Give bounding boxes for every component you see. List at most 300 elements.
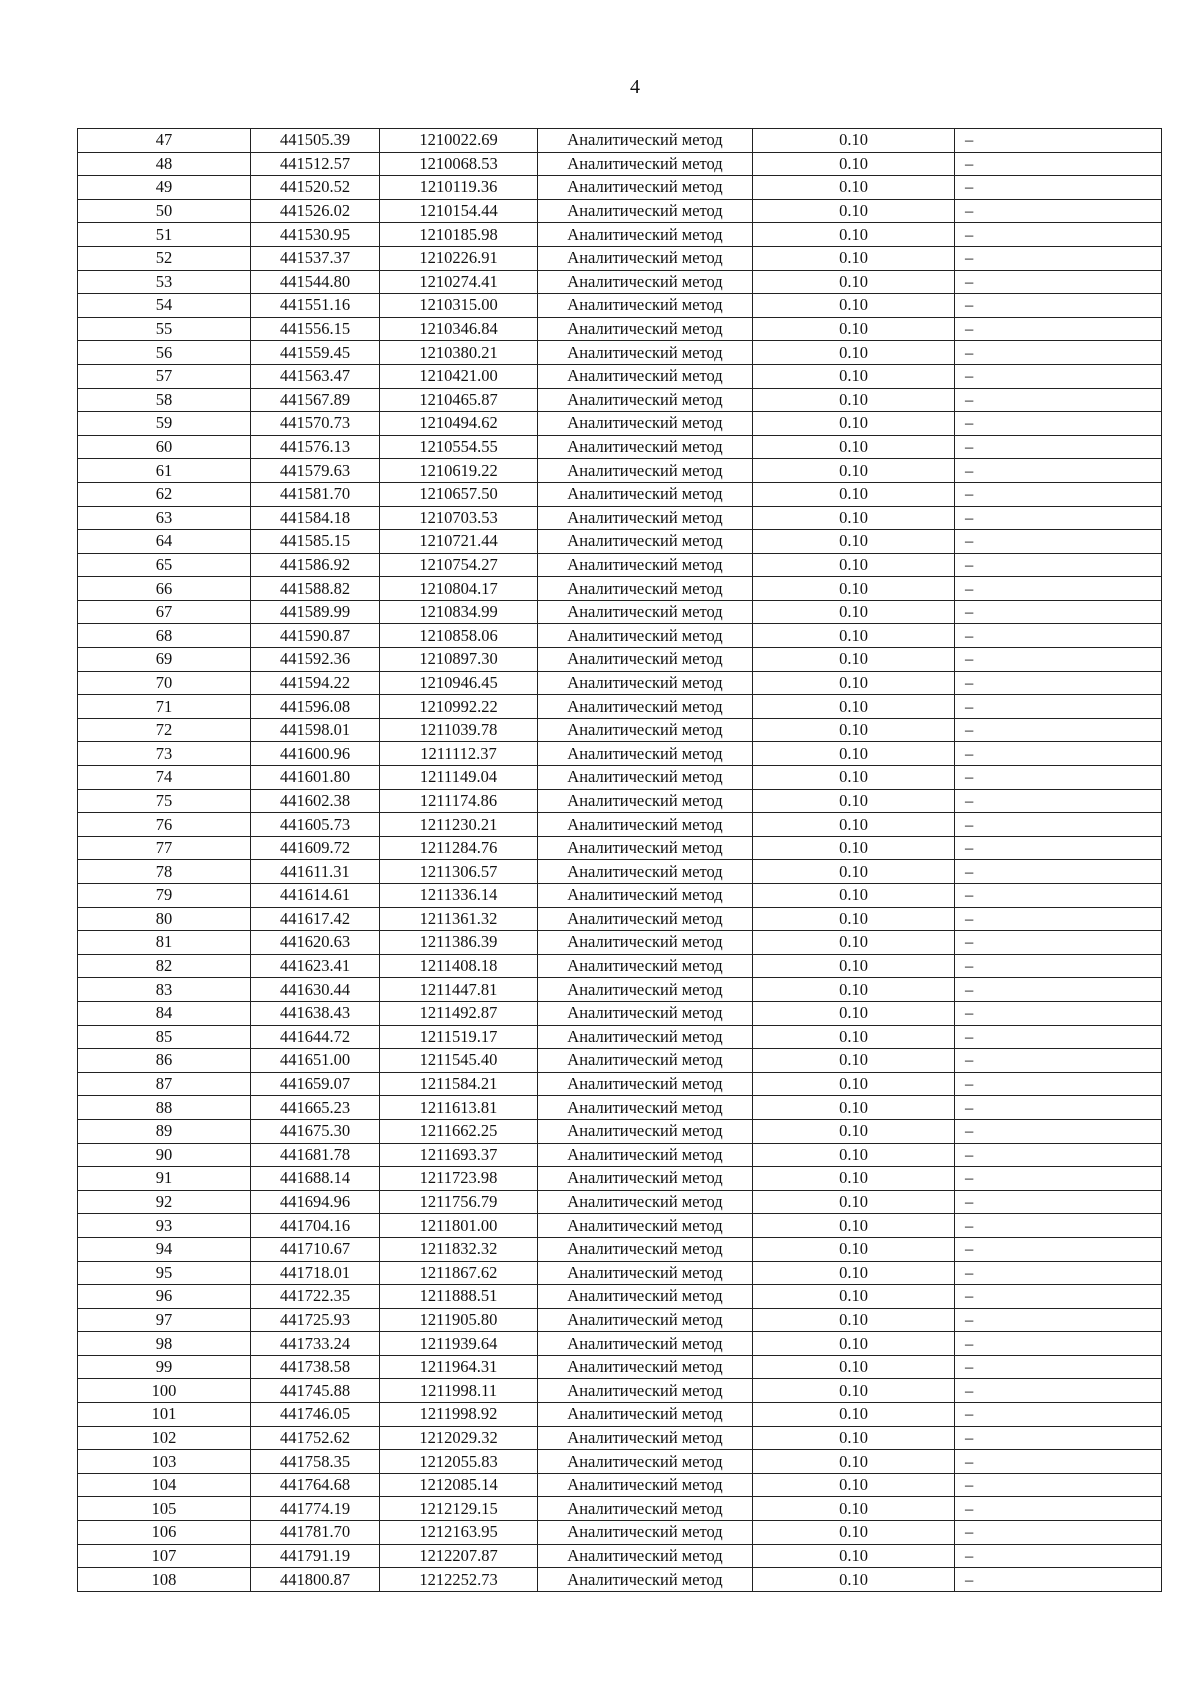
point-number-cell: 97 [78, 1308, 251, 1332]
error-cell: 0.10 [753, 624, 955, 648]
method-cell: Аналитический метод [538, 223, 753, 247]
x-coordinate-cell: 441609.72 [251, 836, 380, 860]
x-coordinate-cell: 441600.96 [251, 742, 380, 766]
method-cell: Аналитический метод [538, 836, 753, 860]
note-cell: – [955, 1049, 1162, 1073]
error-cell: 0.10 [753, 1261, 955, 1285]
table-row [78, 1261, 1162, 1285]
point-number-cell: 59 [78, 412, 251, 436]
error-cell: 0.10 [753, 1025, 955, 1049]
table-row [78, 1285, 1162, 1309]
method-cell: Аналитический метод [538, 766, 753, 790]
error-cell: 0.10 [753, 1049, 955, 1073]
x-coordinate-cell: 441752.62 [251, 1426, 380, 1450]
point-number-cell: 93 [78, 1214, 251, 1238]
x-coordinate-cell: 441563.47 [251, 364, 380, 388]
method-cell: Аналитический метод [538, 1119, 753, 1143]
y-coordinate-cell: 1212085.14 [380, 1473, 538, 1497]
note-cell: – [955, 695, 1162, 719]
note-cell: – [955, 1355, 1162, 1379]
y-coordinate-cell: 1211613.81 [380, 1096, 538, 1120]
table-row [78, 718, 1162, 742]
y-coordinate-cell: 1212029.32 [380, 1426, 538, 1450]
method-cell: Аналитический метод [538, 695, 753, 719]
error-cell: 0.10 [753, 931, 955, 955]
point-number-cell: 107 [78, 1544, 251, 1568]
note-cell: – [955, 199, 1162, 223]
note-cell: – [955, 1261, 1162, 1285]
note-cell: – [955, 482, 1162, 506]
y-coordinate-cell: 1211447.81 [380, 978, 538, 1002]
point-number-cell: 105 [78, 1497, 251, 1521]
note-cell: – [955, 223, 1162, 247]
table-row [78, 954, 1162, 978]
method-cell: Аналитический метод [538, 1190, 753, 1214]
y-coordinate-cell: 1211545.40 [380, 1049, 538, 1073]
method-cell: Аналитический метод [538, 884, 753, 908]
error-cell: 0.10 [753, 1568, 955, 1592]
method-cell: Аналитический метод [538, 364, 753, 388]
x-coordinate-cell: 441589.99 [251, 600, 380, 624]
error-cell: 0.10 [753, 553, 955, 577]
table-row [78, 1096, 1162, 1120]
table-row [78, 1001, 1162, 1025]
error-cell: 0.10 [753, 530, 955, 554]
note-cell: – [955, 766, 1162, 790]
table-row [78, 1426, 1162, 1450]
x-coordinate-cell: 441688.14 [251, 1167, 380, 1191]
error-cell: 0.10 [753, 435, 955, 459]
method-cell: Аналитический метод [538, 1285, 753, 1309]
x-coordinate-cell: 441505.39 [251, 129, 380, 153]
x-coordinate-cell: 441638.43 [251, 1001, 380, 1025]
y-coordinate-cell: 1211723.98 [380, 1167, 538, 1191]
note-cell: – [955, 577, 1162, 601]
error-cell: 0.10 [753, 1285, 955, 1309]
point-number-cell: 81 [78, 931, 251, 955]
point-number-cell: 68 [78, 624, 251, 648]
method-cell: Аналитический метод [538, 577, 753, 601]
method-cell: Аналитический метод [538, 1308, 753, 1332]
x-coordinate-cell: 441512.57 [251, 152, 380, 176]
x-coordinate-cell: 441579.63 [251, 459, 380, 483]
note-cell: – [955, 1119, 1162, 1143]
note-cell: – [955, 1332, 1162, 1356]
table-row [78, 341, 1162, 365]
y-coordinate-cell: 1211174.86 [380, 789, 538, 813]
note-cell: – [955, 931, 1162, 955]
error-cell: 0.10 [753, 600, 955, 624]
note-cell: – [955, 1568, 1162, 1592]
note-cell: – [955, 1379, 1162, 1403]
x-coordinate-cell: 441746.05 [251, 1403, 380, 1427]
error-cell: 0.10 [753, 388, 955, 412]
table-row [78, 199, 1162, 223]
x-coordinate-cell: 441745.88 [251, 1379, 380, 1403]
note-cell: – [955, 176, 1162, 200]
x-coordinate-cell: 441584.18 [251, 506, 380, 530]
x-coordinate-cell: 441725.93 [251, 1308, 380, 1332]
table-row [78, 223, 1162, 247]
error-cell: 0.10 [753, 884, 955, 908]
x-coordinate-cell: 441590.87 [251, 624, 380, 648]
error-cell: 0.10 [753, 223, 955, 247]
error-cell: 0.10 [753, 1450, 955, 1474]
y-coordinate-cell: 1210858.06 [380, 624, 538, 648]
note-cell: – [955, 1497, 1162, 1521]
table-row [78, 459, 1162, 483]
table-row [78, 884, 1162, 908]
note-cell: – [955, 1001, 1162, 1025]
note-cell: – [955, 1143, 1162, 1167]
point-number-cell: 55 [78, 317, 251, 341]
note-cell: – [955, 1450, 1162, 1474]
y-coordinate-cell: 1210703.53 [380, 506, 538, 530]
method-cell: Аналитический метод [538, 1521, 753, 1545]
method-cell: Аналитический метод [538, 553, 753, 577]
table-row [78, 1237, 1162, 1261]
x-coordinate-cell: 441718.01 [251, 1261, 380, 1285]
error-cell: 0.10 [753, 1426, 955, 1450]
point-number-cell: 74 [78, 766, 251, 790]
error-cell: 0.10 [753, 364, 955, 388]
point-number-cell: 102 [78, 1426, 251, 1450]
table-row [78, 600, 1162, 624]
method-cell: Аналитический метод [538, 978, 753, 1002]
x-coordinate-cell: 441781.70 [251, 1521, 380, 1545]
y-coordinate-cell: 1211112.37 [380, 742, 538, 766]
error-cell: 0.10 [753, 1143, 955, 1167]
x-coordinate-cell: 441665.23 [251, 1096, 380, 1120]
y-coordinate-cell: 1211964.31 [380, 1355, 538, 1379]
y-coordinate-cell: 1210554.55 [380, 435, 538, 459]
table-row [78, 978, 1162, 1002]
table-row [78, 1355, 1162, 1379]
x-coordinate-cell: 441594.22 [251, 671, 380, 695]
y-coordinate-cell: 1210380.21 [380, 341, 538, 365]
method-cell: Аналитический метод [538, 1072, 753, 1096]
error-cell: 0.10 [753, 246, 955, 270]
method-cell: Аналитический метод [538, 931, 753, 955]
error-cell: 0.10 [753, 1190, 955, 1214]
error-cell: 0.10 [753, 176, 955, 200]
error-cell: 0.10 [753, 813, 955, 837]
error-cell: 0.10 [753, 1544, 955, 1568]
y-coordinate-cell: 1211284.76 [380, 836, 538, 860]
error-cell: 0.10 [753, 1403, 955, 1427]
x-coordinate-cell: 441520.52 [251, 176, 380, 200]
note-cell: – [955, 1544, 1162, 1568]
table-row [78, 1308, 1162, 1332]
point-number-cell: 108 [78, 1568, 251, 1592]
method-cell: Аналитический метод [538, 530, 753, 554]
method-cell: Аналитический метод [538, 435, 753, 459]
method-cell: Аналитический метод [538, 1450, 753, 1474]
method-cell: Аналитический метод [538, 1167, 753, 1191]
method-cell: Аналитический метод [538, 294, 753, 318]
point-number-cell: 83 [78, 978, 251, 1002]
x-coordinate-cell: 441570.73 [251, 412, 380, 436]
point-number-cell: 104 [78, 1473, 251, 1497]
error-cell: 0.10 [753, 860, 955, 884]
y-coordinate-cell: 1212129.15 [380, 1497, 538, 1521]
y-coordinate-cell: 1210274.41 [380, 270, 538, 294]
y-coordinate-cell: 1210804.17 [380, 577, 538, 601]
y-coordinate-cell: 1210154.44 [380, 199, 538, 223]
y-coordinate-cell: 1211693.37 [380, 1143, 538, 1167]
error-cell: 0.10 [753, 1119, 955, 1143]
point-number-cell: 54 [78, 294, 251, 318]
table-row [78, 1049, 1162, 1073]
x-coordinate-cell: 441710.67 [251, 1237, 380, 1261]
point-number-cell: 47 [78, 129, 251, 153]
note-cell: – [955, 978, 1162, 1002]
note-cell: – [955, 1214, 1162, 1238]
note-cell: – [955, 860, 1162, 884]
x-coordinate-cell: 441722.35 [251, 1285, 380, 1309]
y-coordinate-cell: 1211905.80 [380, 1308, 538, 1332]
x-coordinate-cell: 441651.00 [251, 1049, 380, 1073]
y-coordinate-cell: 1210346.84 [380, 317, 538, 341]
method-cell: Аналитический метод [538, 789, 753, 813]
note-cell: – [955, 1190, 1162, 1214]
point-number-cell: 103 [78, 1450, 251, 1474]
table-row [78, 482, 1162, 506]
y-coordinate-cell: 1211801.00 [380, 1214, 538, 1238]
y-coordinate-cell: 1210465.87 [380, 388, 538, 412]
table-row [78, 530, 1162, 554]
x-coordinate-cell: 441623.41 [251, 954, 380, 978]
method-cell: Аналитический метод [538, 1426, 753, 1450]
table-row [78, 671, 1162, 695]
table-row [78, 1379, 1162, 1403]
y-coordinate-cell: 1211230.21 [380, 813, 538, 837]
method-cell: Аналитический метод [538, 152, 753, 176]
x-coordinate-cell: 441592.36 [251, 648, 380, 672]
method-cell: Аналитический метод [538, 388, 753, 412]
note-cell: – [955, 294, 1162, 318]
y-coordinate-cell: 1211408.18 [380, 954, 538, 978]
method-cell: Аналитический метод [538, 954, 753, 978]
table-row [78, 907, 1162, 931]
table-row [78, 1521, 1162, 1545]
method-cell: Аналитический метод [538, 317, 753, 341]
y-coordinate-cell: 1210619.22 [380, 459, 538, 483]
method-cell: Аналитический метод [538, 718, 753, 742]
error-cell: 0.10 [753, 648, 955, 672]
method-cell: Аналитический метод [538, 1568, 753, 1592]
table-row [78, 1167, 1162, 1191]
point-number-cell: 53 [78, 270, 251, 294]
method-cell: Аналитический метод [538, 270, 753, 294]
x-coordinate-cell: 441598.01 [251, 718, 380, 742]
table-row [78, 435, 1162, 459]
method-cell: Аналитический метод [538, 1379, 753, 1403]
point-number-cell: 87 [78, 1072, 251, 1096]
note-cell: – [955, 1426, 1162, 1450]
point-number-cell: 85 [78, 1025, 251, 1049]
method-cell: Аналитический метод [538, 1214, 753, 1238]
x-coordinate-cell: 441556.15 [251, 317, 380, 341]
error-cell: 0.10 [753, 317, 955, 341]
x-coordinate-cell: 441581.70 [251, 482, 380, 506]
error-cell: 0.10 [753, 1473, 955, 1497]
y-coordinate-cell: 1211519.17 [380, 1025, 538, 1049]
note-cell: – [955, 152, 1162, 176]
note-cell: – [955, 317, 1162, 341]
x-coordinate-cell: 441559.45 [251, 341, 380, 365]
note-cell: – [955, 1285, 1162, 1309]
x-coordinate-cell: 441551.16 [251, 294, 380, 318]
point-number-cell: 65 [78, 553, 251, 577]
error-cell: 0.10 [753, 978, 955, 1002]
table-row [78, 624, 1162, 648]
point-number-cell: 69 [78, 648, 251, 672]
error-cell: 0.10 [753, 742, 955, 766]
x-coordinate-cell: 441764.68 [251, 1473, 380, 1497]
point-number-cell: 88 [78, 1096, 251, 1120]
x-coordinate-cell: 441605.73 [251, 813, 380, 837]
x-coordinate-cell: 441681.78 [251, 1143, 380, 1167]
table-row [78, 1473, 1162, 1497]
y-coordinate-cell: 1210068.53 [380, 152, 538, 176]
note-cell: – [955, 246, 1162, 270]
table-row [78, 294, 1162, 318]
note-cell: – [955, 364, 1162, 388]
point-number-cell: 51 [78, 223, 251, 247]
x-coordinate-cell: 441694.96 [251, 1190, 380, 1214]
x-coordinate-cell: 441675.30 [251, 1119, 380, 1143]
note-cell: – [955, 1072, 1162, 1096]
note-cell: – [955, 1308, 1162, 1332]
table-row [78, 1214, 1162, 1238]
table-row [78, 1119, 1162, 1143]
method-cell: Аналитический метод [538, 813, 753, 837]
point-number-cell: 89 [78, 1119, 251, 1143]
note-cell: – [955, 742, 1162, 766]
note-cell: – [955, 530, 1162, 554]
point-number-cell: 99 [78, 1355, 251, 1379]
method-cell: Аналитический метод [538, 1332, 753, 1356]
point-number-cell: 64 [78, 530, 251, 554]
method-cell: Аналитический метод [538, 1261, 753, 1285]
method-cell: Аналитический метод [538, 1403, 753, 1427]
x-coordinate-cell: 441620.63 [251, 931, 380, 955]
error-cell: 0.10 [753, 270, 955, 294]
x-coordinate-cell: 441601.80 [251, 766, 380, 790]
y-coordinate-cell: 1210754.27 [380, 553, 538, 577]
method-cell: Аналитический метод [538, 341, 753, 365]
table-row [78, 860, 1162, 884]
point-number-cell: 84 [78, 1001, 251, 1025]
x-coordinate-cell: 441567.89 [251, 388, 380, 412]
table-row [78, 1190, 1162, 1214]
note-cell: – [955, 1473, 1162, 1497]
note-cell: – [955, 954, 1162, 978]
note-cell: – [955, 671, 1162, 695]
method-cell: Аналитический метод [538, 1049, 753, 1073]
table-row [78, 364, 1162, 388]
y-coordinate-cell: 1210897.30 [380, 648, 538, 672]
point-number-cell: 101 [78, 1403, 251, 1427]
error-cell: 0.10 [753, 1214, 955, 1238]
y-coordinate-cell: 1211756.79 [380, 1190, 538, 1214]
point-number-cell: 96 [78, 1285, 251, 1309]
x-coordinate-cell: 441537.37 [251, 246, 380, 270]
note-cell: – [955, 459, 1162, 483]
error-cell: 0.10 [753, 1096, 955, 1120]
table-row [78, 506, 1162, 530]
x-coordinate-cell: 441586.92 [251, 553, 380, 577]
method-cell: Аналитический метод [538, 176, 753, 200]
error-cell: 0.10 [753, 577, 955, 601]
note-cell: – [955, 836, 1162, 860]
point-number-cell: 66 [78, 577, 251, 601]
table-row [78, 742, 1162, 766]
method-cell: Аналитический метод [538, 1096, 753, 1120]
y-coordinate-cell: 1211492.87 [380, 1001, 538, 1025]
y-coordinate-cell: 1211867.62 [380, 1261, 538, 1285]
note-cell: – [955, 1521, 1162, 1545]
table-row [78, 553, 1162, 577]
table-row [78, 1568, 1162, 1592]
method-cell: Аналитический метод [538, 624, 753, 648]
point-number-cell: 67 [78, 600, 251, 624]
y-coordinate-cell: 1211939.64 [380, 1332, 538, 1356]
note-cell: – [955, 435, 1162, 459]
y-coordinate-cell: 1210226.91 [380, 246, 538, 270]
point-number-cell: 106 [78, 1521, 251, 1545]
x-coordinate-cell: 441617.42 [251, 907, 380, 931]
point-number-cell: 60 [78, 435, 251, 459]
point-number-cell: 95 [78, 1261, 251, 1285]
y-coordinate-cell: 1212163.95 [380, 1521, 538, 1545]
method-cell: Аналитический метод [538, 600, 753, 624]
method-cell: Аналитический метод [538, 199, 753, 223]
point-number-cell: 77 [78, 836, 251, 860]
y-coordinate-cell: 1211662.25 [380, 1119, 538, 1143]
error-cell: 0.10 [753, 1497, 955, 1521]
y-coordinate-cell: 1212055.83 [380, 1450, 538, 1474]
error-cell: 0.10 [753, 341, 955, 365]
y-coordinate-cell: 1211336.14 [380, 884, 538, 908]
method-cell: Аналитический метод [538, 1237, 753, 1261]
point-number-cell: 73 [78, 742, 251, 766]
method-cell: Аналитический метод [538, 1001, 753, 1025]
note-cell: – [955, 648, 1162, 672]
y-coordinate-cell: 1212207.87 [380, 1544, 538, 1568]
point-number-cell: 92 [78, 1190, 251, 1214]
method-cell: Аналитический метод [538, 1544, 753, 1568]
error-cell: 0.10 [753, 1308, 955, 1332]
method-cell: Аналитический метод [538, 648, 753, 672]
method-cell: Аналитический метод [538, 1473, 753, 1497]
y-coordinate-cell: 1211998.92 [380, 1403, 538, 1427]
table-row [78, 1497, 1162, 1521]
table-row [78, 789, 1162, 813]
point-number-cell: 50 [78, 199, 251, 223]
method-cell: Аналитический метод [538, 459, 753, 483]
note-cell: – [955, 624, 1162, 648]
x-coordinate-cell: 441738.58 [251, 1355, 380, 1379]
table-row [78, 1450, 1162, 1474]
y-coordinate-cell: 1211832.32 [380, 1237, 538, 1261]
point-number-cell: 52 [78, 246, 251, 270]
error-cell: 0.10 [753, 695, 955, 719]
point-number-cell: 79 [78, 884, 251, 908]
error-cell: 0.10 [753, 412, 955, 436]
point-number-cell: 56 [78, 341, 251, 365]
